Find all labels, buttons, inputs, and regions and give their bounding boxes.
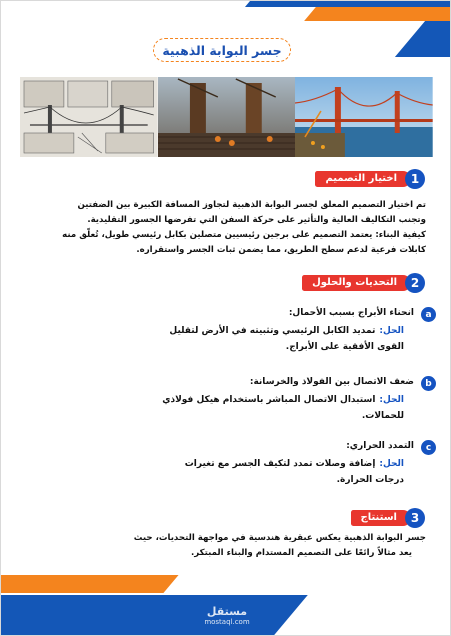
decor-stripe-top-blue [245, 0, 451, 7]
section-1-line: وتجنب التكاليف العالية والتأثير على حركة السفن التي تفرضها الجسور التقليدية. [87, 215, 426, 225]
decor-stripe-bottom-blue [0, 595, 308, 635]
challenge-c-title: التمدد الحراري: [346, 441, 414, 451]
section-3-number: 3 [405, 508, 425, 528]
section-1-body [62, 198, 426, 258]
challenge-b-title: ضعف الاتصال بين الفولاذ والخرسانة: [249, 377, 414, 387]
page-title-text: جسر البوابة الذهبية [162, 42, 282, 58]
solution-line: إضافة وصلات تمدد لتكيف الجسر مع تغيرات [184, 459, 376, 469]
section-1-line: كيفية البناء: يعتمد التصميم على برجين رئيسيين متصلين بكابل رئيسي طويل، تُعلّق منه [62, 230, 426, 240]
watermark [197, 605, 257, 626]
sketch-image [20, 77, 158, 157]
challenge-a-solution [169, 323, 404, 355]
watermark-url: mostaql.com [204, 618, 250, 626]
solution-line: استبدال الاتصال المباشر باستخدام هيكل فولاذي [162, 395, 376, 405]
challenge-b-solution [162, 392, 404, 424]
page-title [153, 38, 291, 62]
challenge-c-badge: c [421, 440, 436, 455]
solution-line: درجات الحرارة. [336, 475, 404, 485]
solution-line: للحمالات. [361, 411, 404, 421]
solution-line: تمديد الكابل الرئيسي وتثبيته في الأرض لتقليل [169, 326, 376, 336]
construction-image [158, 77, 296, 157]
decor-stripe-top-blue-small [395, 21, 451, 57]
watermark-logo: مستقل [206, 605, 248, 618]
challenge-a-badge: a [421, 307, 436, 322]
section-1-header [315, 169, 425, 189]
section-2-number: 2 [405, 273, 425, 293]
section-1-label: اختيار التصميم [315, 171, 411, 187]
section-2-label: التحديات والحلول [302, 275, 411, 291]
photo-strip [20, 77, 433, 157]
solution-key: الحل: [379, 326, 404, 336]
solution-key: الحل: [379, 395, 404, 405]
section-3-header [351, 508, 425, 528]
decor-stripe-top-orange [304, 7, 451, 21]
challenge-item-c [184, 441, 432, 488]
section-1-line: تم اختيار التصميم المعلق لجسر البوابة الذهبية لتجاوز المسافة الكبيرة بين الضفتين [77, 200, 426, 210]
challenge-b-badge: b [421, 376, 436, 391]
decor-stripe-bottom-orange [0, 575, 179, 593]
challenge-item-b [162, 377, 432, 424]
section-3-body [134, 531, 426, 561]
solution-line: القوى الأفقية على الأبراج. [285, 342, 404, 352]
challenge-a-title: انحناء الأبراج بسبب الأحمال: [288, 308, 414, 318]
section-1-number: 1 [405, 169, 425, 189]
section-2-header [302, 273, 425, 293]
solution-key: الحل: [379, 459, 404, 469]
bridge-photo [295, 77, 433, 157]
section-3-line: جسر البوابة الذهبية يعكس عبقرية هندسية في مواجهة التحديات، حيث [133, 533, 426, 543]
section-3-label: استنتاج [351, 510, 411, 526]
section-3-line: يعد مثالاً رائعًا على التصميم المستدام والبناء المبتكر. [191, 548, 412, 558]
challenge-item-a [169, 308, 432, 355]
challenge-c-solution [185, 456, 404, 488]
section-1-line: كابلات فرعية لدعم سطح الطريق، مما يضمن ثبات الجسر واستقراره. [136, 245, 426, 255]
